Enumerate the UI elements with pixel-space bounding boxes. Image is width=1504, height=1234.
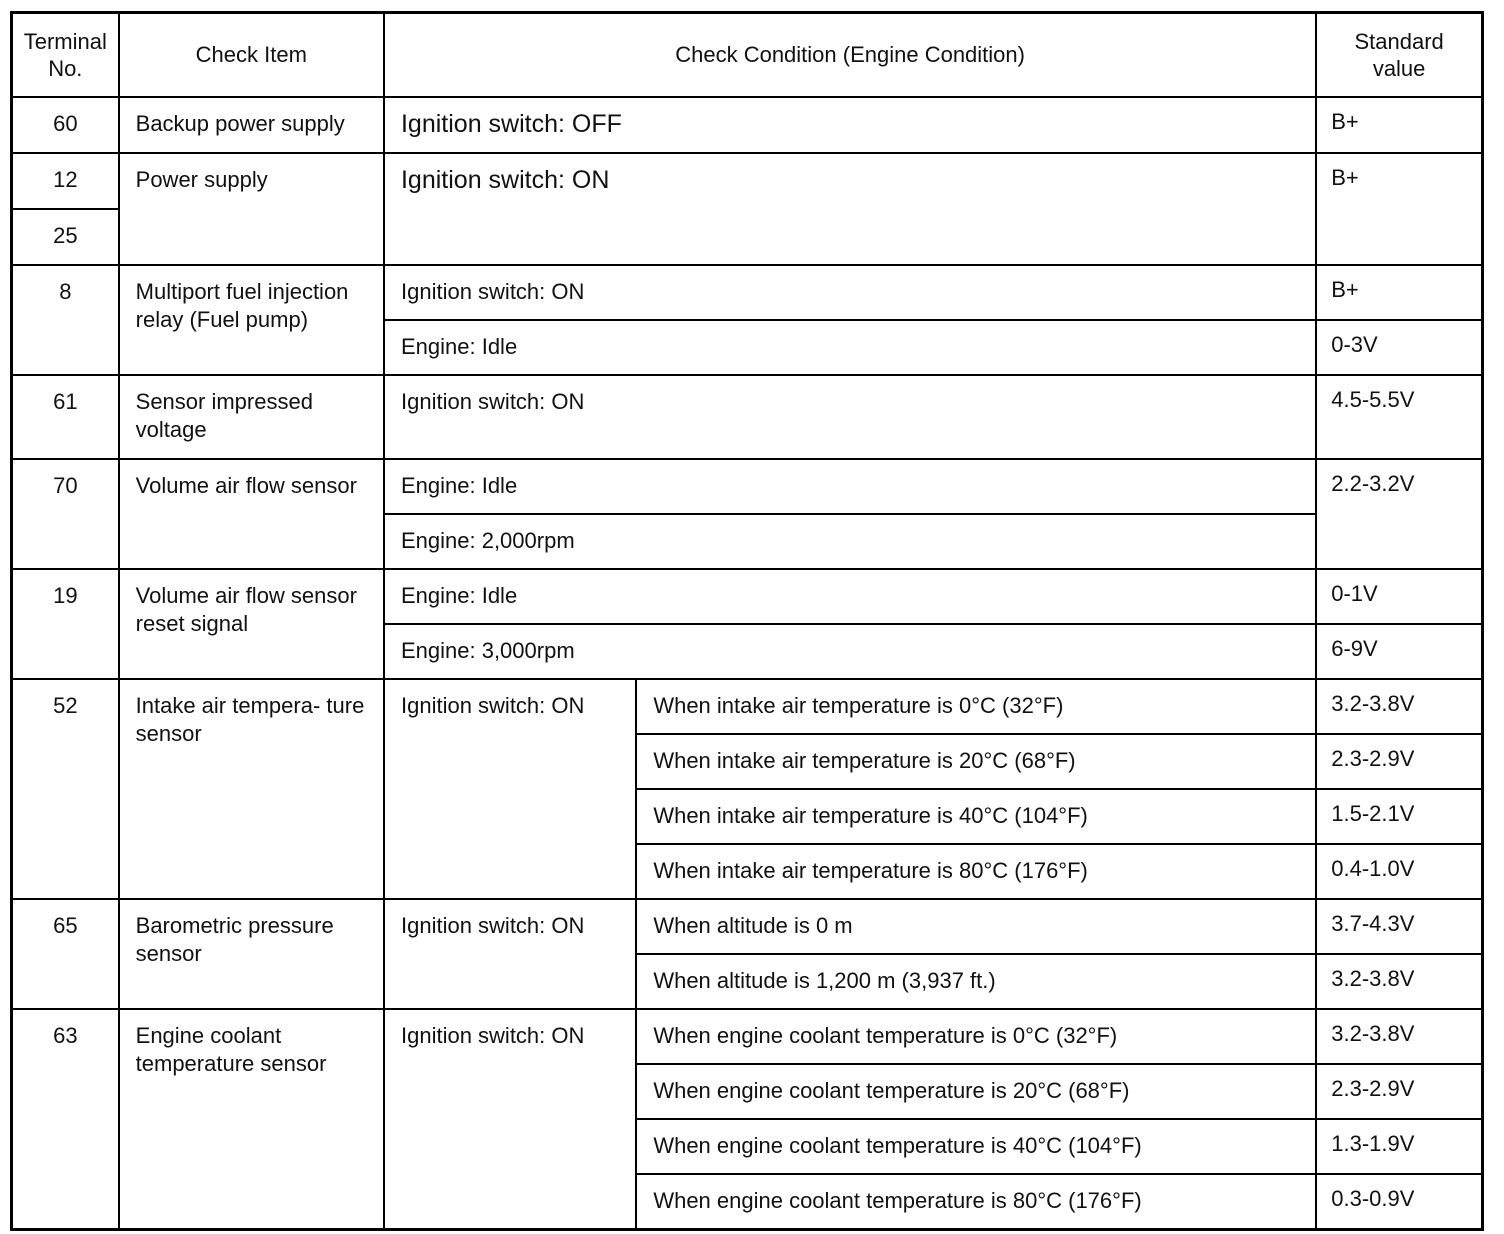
standard-value: 2.2-3.2V (1316, 459, 1482, 569)
standard-value: 0-1V (1316, 569, 1482, 624)
check-item: Backup power supply (119, 97, 384, 153)
terminal-number: 63 (12, 1009, 119, 1230)
sub-condition: When engine coolant temperature is 0°C (32°F) (636, 1009, 1316, 1064)
standard-value: B+ (1316, 265, 1482, 320)
check-condition: Engine: Idle (384, 569, 1316, 624)
check-condition: Engine: Idle (384, 459, 1316, 514)
header-check-item: Check Item (119, 13, 384, 97)
table-row (12, 679, 1483, 734)
check-condition: Ignition switch: ON (384, 265, 1316, 320)
sub-condition: When intake air temperature is 80°C (176°F) (636, 844, 1316, 899)
check-condition: Ignition switch: ON (384, 153, 1316, 265)
check-item: Power supply (119, 153, 384, 265)
terminal-number: 70 (12, 459, 119, 569)
terminal-number: 52 (12, 679, 119, 899)
standard-value: B+ (1316, 153, 1482, 265)
header-row (12, 13, 1483, 97)
standard-value: 1.3-1.9V (1316, 1119, 1482, 1174)
sub-condition: When intake air temperature is 20°C (68°F) (636, 734, 1316, 789)
standard-value: 4.5-5.5V (1316, 375, 1482, 459)
header-standard-value (1316, 13, 1482, 97)
sub-condition: When engine coolant temperature is 80°C (176°F) (636, 1174, 1316, 1230)
header-check-condition: Check Condition (Engine Condition) (384, 13, 1316, 97)
standard-value: B+ (1316, 97, 1482, 153)
header-terminal-no (12, 13, 119, 97)
terminal-number: 65 (12, 899, 119, 1009)
sub-condition: When engine coolant temperature is 40°C (104°F) (636, 1119, 1316, 1174)
header-terminal-line1: Terminal (23, 28, 107, 54)
terminal-number: 25 (12, 209, 119, 265)
standard-value: 0.4-1.0V (1316, 844, 1482, 899)
standard-value: 3.2-3.8V (1316, 1009, 1482, 1064)
table-row (12, 375, 1483, 459)
standard-value: 2.3-2.9V (1316, 1064, 1482, 1119)
standard-value: 3.2-3.8V (1316, 679, 1482, 734)
check-item: Sensor impressed voltage (119, 375, 384, 459)
standard-value: 1.5-2.1V (1316, 789, 1482, 844)
table-row (12, 265, 1483, 320)
terminal-number: 61 (12, 375, 119, 459)
check-condition: Ignition switch: ON (384, 679, 636, 899)
standard-value: 0.3-0.9V (1316, 1174, 1482, 1230)
check-condition: Ignition switch: ON (384, 1009, 636, 1230)
sub-condition: When altitude is 0 m (636, 899, 1316, 954)
table-row (12, 899, 1483, 954)
terminal-number: 19 (12, 569, 119, 679)
sub-condition: When engine coolant temperature is 20°C (68°F) (636, 1064, 1316, 1119)
check-item: Volume air flow sensor (119, 459, 384, 569)
check-item: Barometric pressure sensor (119, 899, 384, 1009)
terminal-number: 12 (12, 153, 119, 209)
check-item: Engine coolant temperature sensor (119, 1009, 384, 1230)
check-condition: Ignition switch: OFF (384, 97, 1316, 153)
sub-condition: When intake air temperature is 40°C (104°F) (636, 789, 1316, 844)
standard-value: 2.3-2.9V (1316, 734, 1482, 789)
table-row (12, 459, 1483, 514)
check-condition: Ignition switch: ON (384, 375, 1316, 459)
terminal-number: 60 (12, 97, 119, 153)
table-row (12, 97, 1483, 153)
standard-value: 3.2-3.8V (1316, 954, 1482, 1009)
sub-condition: When altitude is 1,200 m (3,937 ft.) (636, 954, 1316, 1009)
header-standard-line2: value (1372, 55, 1426, 81)
header-standard-line1: Standard (1354, 28, 1444, 54)
check-item: Volume air flow sensor reset signal (119, 569, 384, 679)
standard-value: 0-3V (1316, 320, 1482, 375)
table-row (12, 153, 1483, 209)
check-item: Intake air tempera- ture sensor (119, 679, 384, 899)
sub-condition: When intake air temperature is 0°C (32°F) (636, 679, 1316, 734)
check-condition: Engine: Idle (384, 320, 1316, 375)
check-condition: Engine: 3,000rpm (384, 624, 1316, 679)
standard-value: 3.7-4.3V (1316, 899, 1482, 954)
table-row (12, 569, 1483, 624)
check-condition: Ignition switch: ON (384, 899, 636, 1009)
header-terminal-line2: No. (48, 55, 83, 81)
table-row (12, 1009, 1483, 1064)
standard-value: 6-9V (1316, 624, 1482, 679)
terminal-check-table (10, 11, 1484, 1231)
terminal-number: 8 (12, 265, 119, 375)
check-item: Multiport fuel injection relay (Fuel pump) (119, 265, 384, 375)
check-condition: Engine: 2,000rpm (384, 514, 1316, 569)
